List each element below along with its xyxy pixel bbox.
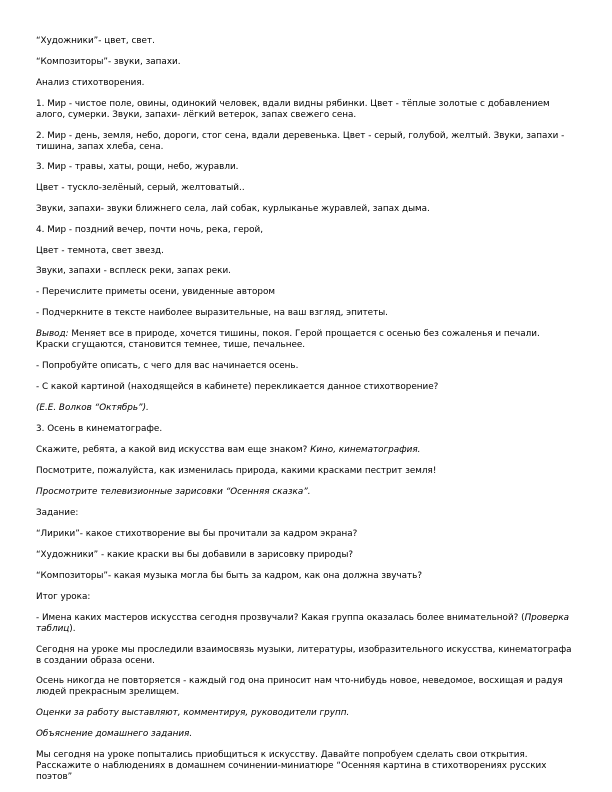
line-art-question <box>36 445 578 456</box>
line-world-4: 4. Мир - поздний вечер, почти ночь, река, герой, <box>36 225 263 235</box>
paragraph-line: в создании образа осени. <box>36 656 155 666</box>
conclusion-label: Вывод: <box>36 329 69 339</box>
paragraph-line: Расскажите о наблюдениях в домашнем сочинении-миниатюре “Осенняя картина в стихотворениях русских <box>36 761 547 771</box>
paragraph-line <box>36 329 578 340</box>
paragraph-autumn-never-repeats <box>36 676 578 698</box>
line-composers-task: “Композиторы”- какая музыка могла бы быть за кадром, как она должна звучать? <box>36 571 423 581</box>
paragraph-line: Осень никогда не повторяется - каждый год она приносит нам что-нибудь новое, неведомое, восхищая и радуя <box>36 676 563 686</box>
line-describe-autumn: - Попробуйте описать, с чего для вас начинается осень. <box>36 361 299 371</box>
paragraph-world-2 <box>36 131 578 153</box>
line-lesson-summary-heading: Итог урока: <box>36 592 91 602</box>
line-artists: “Художники”- цвет, свет. <box>36 36 155 46</box>
line-task-heading: Задание: <box>36 508 79 518</box>
paragraph-world-1 <box>36 99 578 121</box>
paragraph-line <box>36 624 578 635</box>
line-artists-task: “Художники” - какие краски вы бы добавили в зарисовку природы? <box>36 550 354 560</box>
paragraph-line <box>36 613 578 624</box>
line-task-list-signs: - Перечислите приметы осени, увиденные автором <box>36 287 276 297</box>
paragraph-line: Краски сгущаются, становится темнее, тише, печальнее. <box>36 340 306 350</box>
line-composers: “Композиторы”- звуки, запахи. <box>36 57 181 67</box>
line-watch-sketches: Просмотрите телевизионные зарисовки “Осенняя сказка”. <box>36 487 311 497</box>
art-question-answer: Кино, кинематография. <box>310 445 421 455</box>
line-volkov-reference: (Е.Е. Волков “Октябрь”). <box>36 403 149 413</box>
line-analysis-heading: Анализ стихотворения. <box>36 78 145 88</box>
line-autumn-cinema-heading: 3. Осень в кинематографе. <box>36 424 163 434</box>
masters-question-check: Проверка <box>524 613 570 623</box>
masters-question-tables: таблиц <box>36 624 70 634</box>
paragraph-line: тишина, запах хлеба, сена. <box>36 142 164 152</box>
paragraph-homework <box>36 750 578 783</box>
art-question-text: Скажите, ребята, а какой вид искусства вам еще знаком? <box>36 445 311 455</box>
line-homework-heading: Объяснение домашнего задания. <box>36 729 193 739</box>
line-sounds-3: Звуки, запахи- звуки ближнего села, лай собак, курлыканье журавлей, запах дыма. <box>36 204 430 214</box>
paragraph-line: Мы сегодня на уроке попытались приобщиться к искусству. Давайте попробуем сделать свои открытия. <box>36 750 528 760</box>
paragraph-line: 1. Мир - чистое поле, овины, одинокий человек, вдали видны рябинки. Цвет - тёплые золотые с добавлением <box>36 99 550 109</box>
line-task-underline: - Подчеркните в тексте наиболее выразительные, на ваш взгляд, эпитеты. <box>36 308 388 318</box>
line-grades: Оценки за работу выставляют, комментируя, руководители групп. <box>36 708 350 718</box>
masters-question-text: - Имена каких мастеров искусства сегодня прозвучали? Какая группа оказалась более внимательной? ( <box>36 613 525 623</box>
paragraph-line: Сегодня на уроке мы проследили взаимосвязь музыки, литературы, изобразительного искусства, кинематографа <box>36 645 572 655</box>
conclusion-text: Меняет все в природе, хочется тишины, покоя. Герой прощается с осенью без сожаленья и печали. <box>68 329 540 339</box>
line-lyricists-task: “Лирики”- какое стихотворение вы бы прочитали за кадром экрана? <box>36 529 358 539</box>
paragraph-line: поэтов” <box>36 772 73 782</box>
paragraph-line: алого, сумерки. Звуки, запахи- лёгкий ветерок, запах свежего сена. <box>36 110 357 120</box>
paragraph-conclusion <box>36 329 578 351</box>
line-color-3: Цвет - тускло-зелёный, серый, желтоватый.. <box>36 183 245 193</box>
line-sounds-4: Звуки, запахи - всплеск реки, запах реки. <box>36 266 231 276</box>
paragraph-lesson-traced <box>36 645 578 667</box>
line-color-4: Цвет - темнота, свет звезд. <box>36 246 164 256</box>
line-look-nature: Посмотрите, пожалуйста, как изменилась природа, какими красками пестрит земля! <box>36 466 437 476</box>
masters-question-end: ). <box>69 624 76 634</box>
paragraph-masters-question <box>36 613 578 635</box>
line-picture-question: - С какой картиной (находящейся в кабинете) перекликается данное стихотворение? <box>36 382 439 392</box>
paragraph-line: 2. Мир - день, земля, небо, дороги, стог сена, вдали деревенька. Цвет - серый, голубой, желтый. Звуки, запахи - <box>36 131 565 141</box>
line-world-3: 3. Мир - травы, хаты, рощи, небо, журавли. <box>36 162 239 172</box>
paragraph-line: людей прекрасным зрелищем. <box>36 687 180 697</box>
